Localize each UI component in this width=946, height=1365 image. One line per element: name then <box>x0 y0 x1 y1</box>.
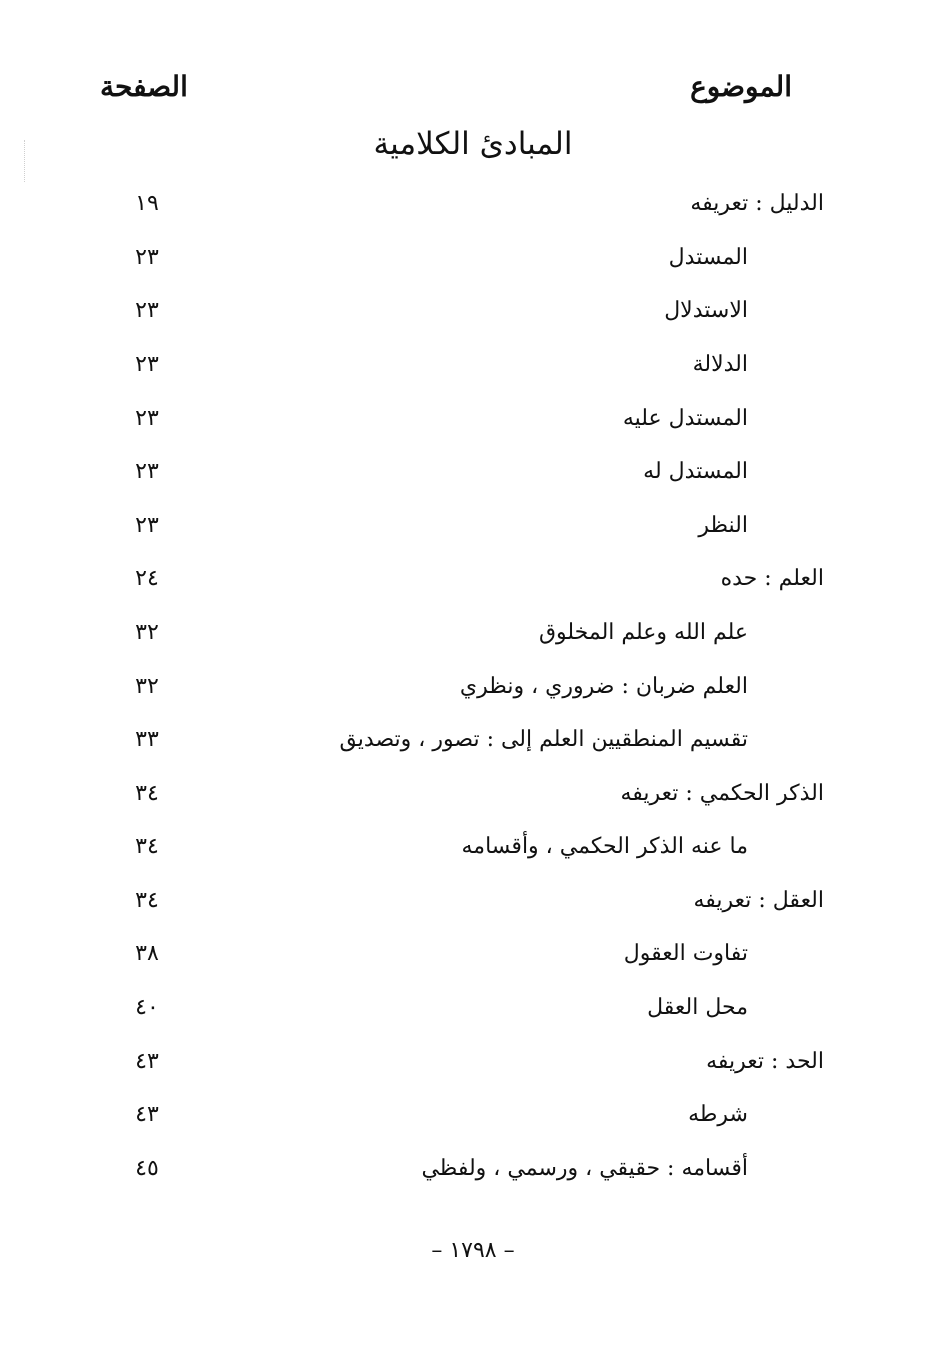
toc-entry-page: ٤٥ <box>135 1156 159 1181</box>
section-title: المبادئ الكلامية <box>373 126 573 162</box>
toc-entry <box>100 184 830 224</box>
toc-entry-page: ٢٣ <box>135 298 159 323</box>
toc-entry-topic: شرطه <box>688 1102 748 1127</box>
column-header-topic: الموضوع <box>690 70 792 103</box>
toc-entry <box>100 1042 830 1082</box>
toc-entry-page: ٣٣ <box>135 727 159 752</box>
toc-entry <box>100 1149 830 1189</box>
toc-entry <box>100 988 830 1028</box>
toc-entry-page: ٤٠ <box>135 995 159 1020</box>
toc-entry <box>100 613 830 653</box>
toc-entry-page: ٢٣ <box>135 406 159 431</box>
toc-entry-page: ٣٢ <box>135 620 159 645</box>
toc-entry-topic: العقل : تعريفه <box>693 888 824 913</box>
toc-entry-page: ٢٣ <box>135 459 159 484</box>
toc-entry <box>100 881 830 921</box>
toc-entry-topic: تقسيم المنطقيين العلم إلى : تصور ، وتصديق <box>339 727 748 752</box>
toc-entry-topic: الحد : تعريفه <box>706 1049 824 1074</box>
toc-entry-page: ٣٤ <box>135 834 159 859</box>
toc-entry <box>100 506 830 546</box>
toc-entry-topic: الاستدلال <box>664 298 748 323</box>
column-header-page: الصفحة <box>100 70 188 103</box>
toc-entry-page: ٣٤ <box>135 781 159 806</box>
toc-entry-page: ٤٣ <box>135 1102 159 1127</box>
toc-entry-topic: النظر <box>698 513 748 538</box>
toc-entry-topic: أقسامه : حقيقي ، ورسمي ، ولفظي <box>421 1156 748 1181</box>
toc-entry-page: ٢٣ <box>135 352 159 377</box>
toc-entry-page: ١٩ <box>135 191 159 216</box>
toc-entry-topic: المستدل <box>668 245 748 270</box>
toc-entry-page: ٤٣ <box>135 1049 159 1074</box>
toc-entry-topic: علم الله وعلم المخلوق <box>538 620 748 645</box>
toc-entry-topic: الدليل : تعريفه <box>690 191 824 216</box>
toc-entry-topic: المستدل له <box>643 459 748 484</box>
toc-entry-topic: محل العقل <box>647 995 748 1020</box>
toc-entry-page: ٣٤ <box>135 888 159 913</box>
margin-speck <box>24 140 31 182</box>
toc-entry-topic: العلم : حده <box>720 566 824 591</box>
toc-entry <box>100 238 830 278</box>
toc-entry-topic: العلم ضربان : ضروري ، ونظري <box>459 674 748 699</box>
toc-entry <box>100 345 830 385</box>
toc-entry-page: ٢٣ <box>135 245 159 270</box>
toc-entry <box>100 399 830 439</box>
toc-entry <box>100 934 830 974</box>
toc-entry-topic: الدلالة <box>692 352 748 377</box>
toc-entry <box>100 291 830 331</box>
toc-entry-page: ٣٨ <box>135 941 159 966</box>
toc-entry-page: ٣٢ <box>135 674 159 699</box>
page-number: – ١٧٩٨ – <box>431 1238 515 1263</box>
toc-entry-topic: تفاوت العقول <box>623 941 748 966</box>
toc-entry-topic: المستدل عليه <box>622 406 748 431</box>
toc-entry <box>100 667 830 707</box>
toc-entry-page: ٢٤ <box>135 566 159 591</box>
toc-entry <box>100 452 830 492</box>
toc-entry <box>100 720 830 760</box>
toc-entry-topic: الذكر الحكمي : تعريفه <box>620 781 824 806</box>
toc-entry-page: ٢٣ <box>135 513 159 538</box>
toc-entry-topic: ما عنه الذكر الحكمي ، وأقسامه <box>461 834 748 859</box>
toc-entry <box>100 1095 830 1135</box>
toc-entry <box>100 827 830 867</box>
toc-entry <box>100 559 830 599</box>
toc-entry <box>100 774 830 814</box>
